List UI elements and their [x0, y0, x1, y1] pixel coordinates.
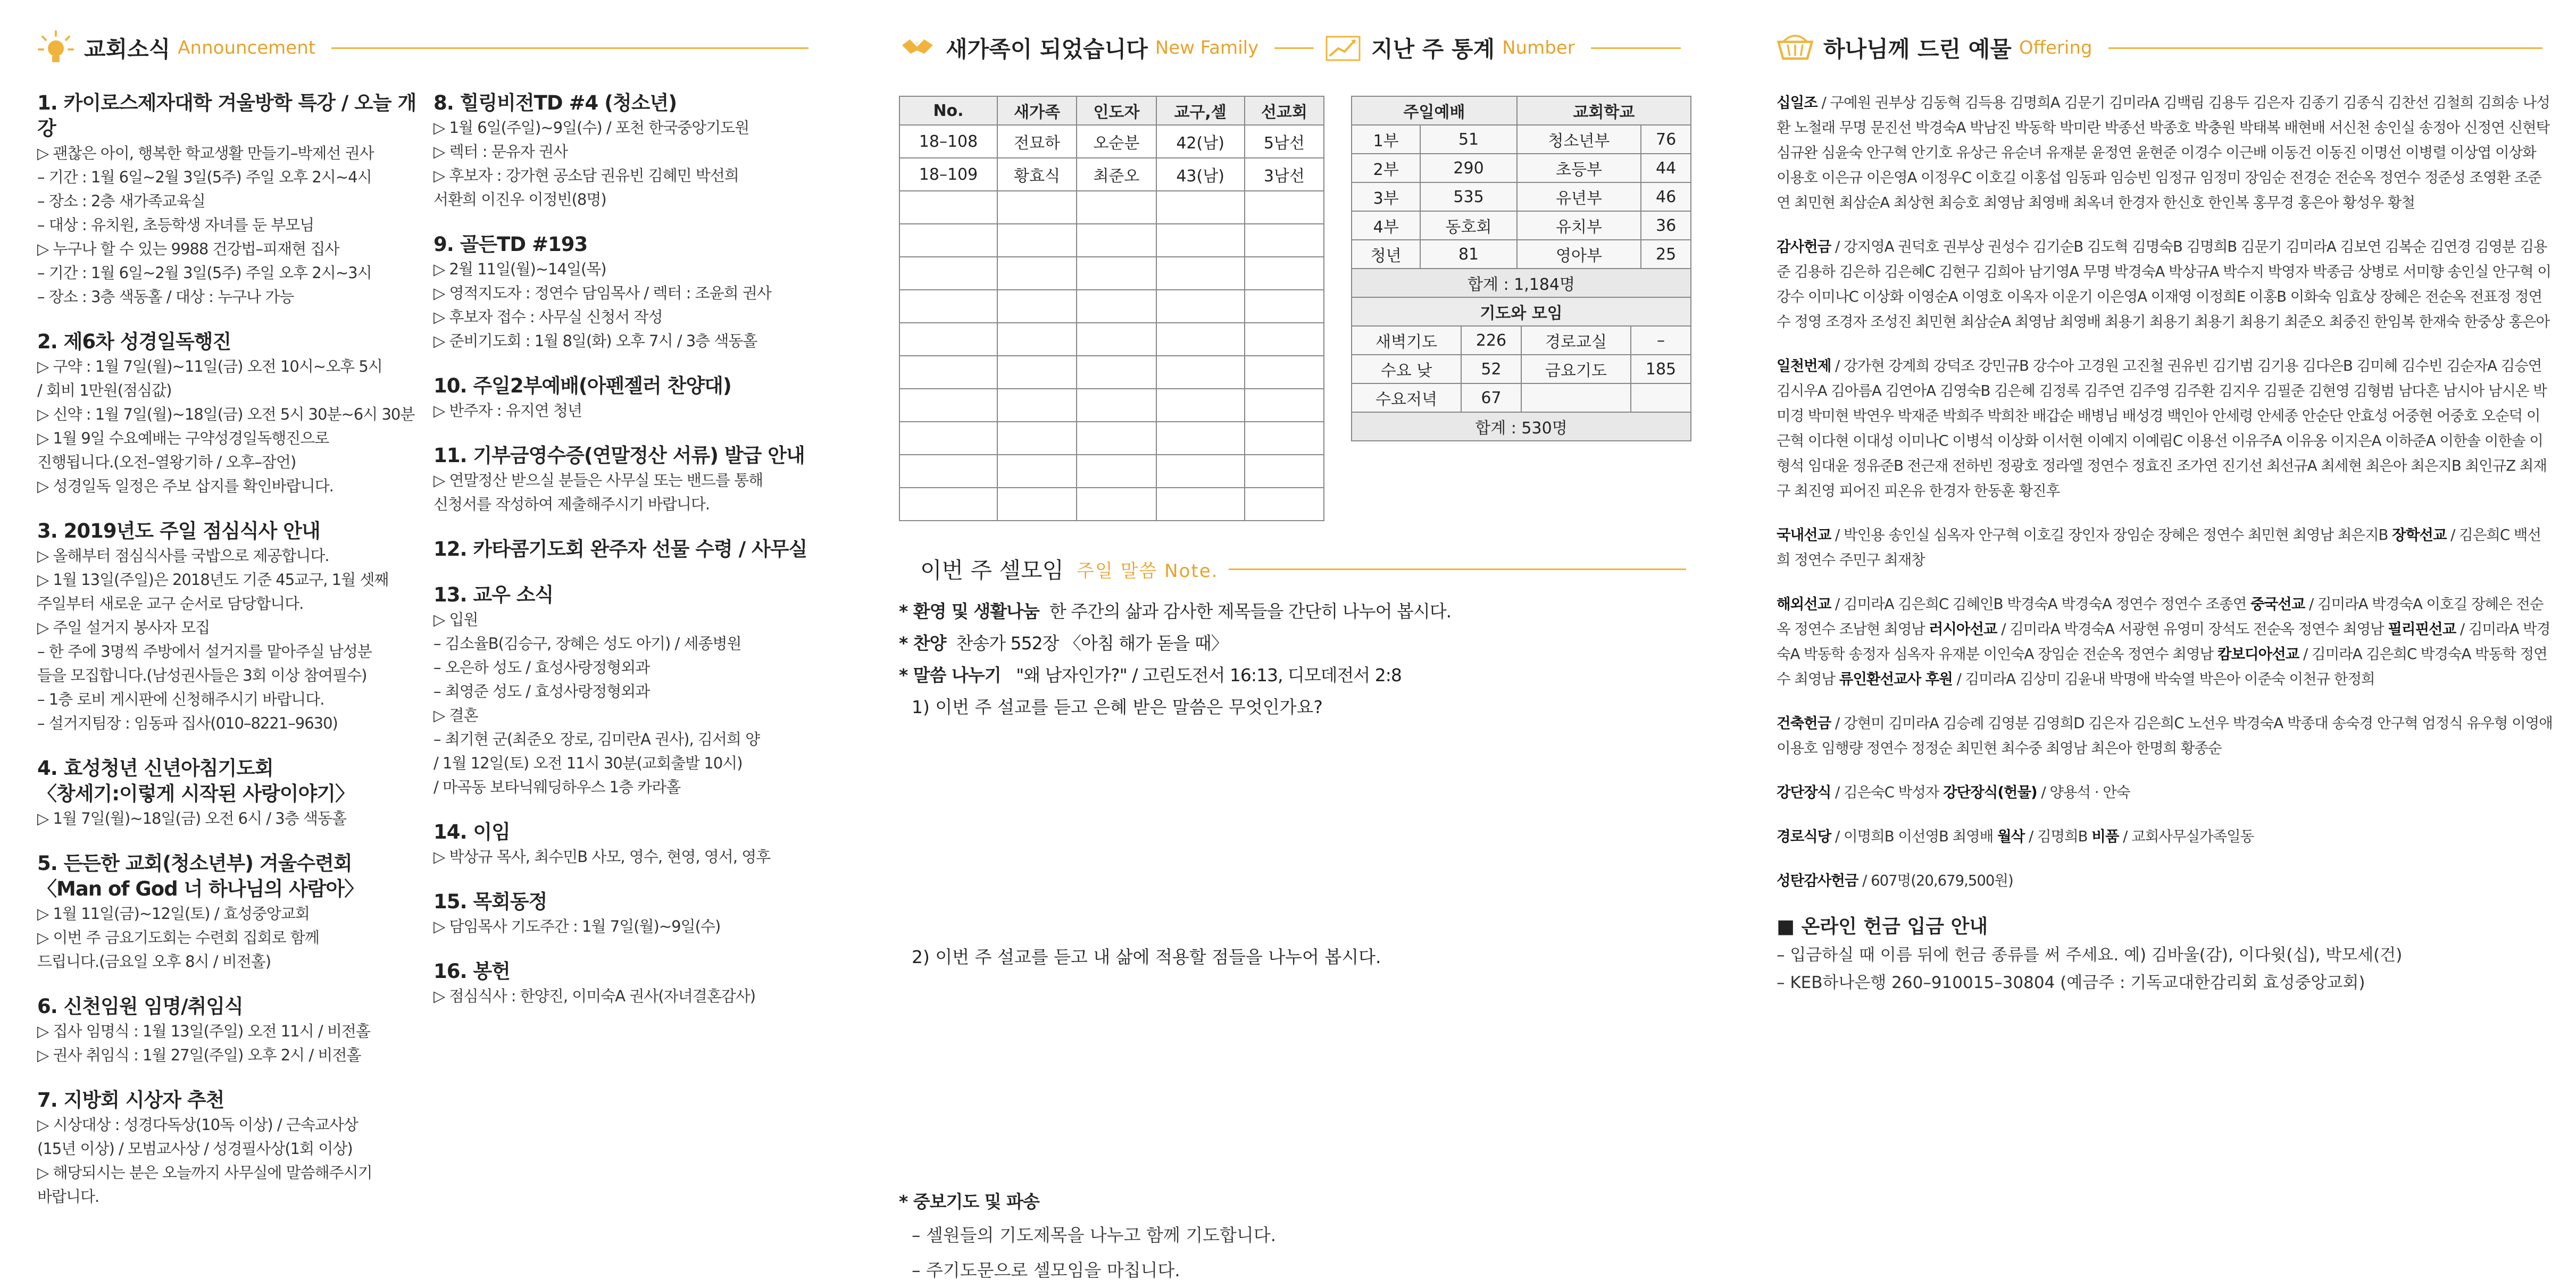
table-cell: 수요 낮 — [1352, 355, 1461, 383]
table-cell: 52 — [1461, 355, 1521, 383]
table-cell: 최준오 — [1077, 158, 1156, 191]
table-cell: 4부 — [1352, 211, 1420, 240]
announcement-item-line: ▷ 박상규 목사, 최수민B 사모, 영수, 현영, 영서, 영후 — [433, 848, 771, 866]
table-cell — [899, 389, 997, 422]
offering-names: / 박인용 송인실 심옥자 안구혁 이호길 장인자 장임순 장혜은 정연수 최민현 최영남 최은지B — [1831, 526, 2392, 543]
header-divider — [331, 47, 808, 49]
question-1: 1) 이번 주 설교를 듣고 은혜 받은 말씀은 무엇인가요? — [912, 697, 1323, 717]
announcement-item — [37, 90, 423, 309]
table-cell — [1156, 323, 1245, 356]
table-cell: 청소년부 — [1517, 125, 1641, 154]
table-cell: 226 — [1461, 326, 1521, 355]
announcement-item-title: 14. 이임 — [433, 821, 510, 843]
table-cell — [1631, 383, 1691, 412]
announcement-item-line: ▷ 권사 취임식 : 1월 27일(주일) 오후 2시 / 비전홀 — [37, 1046, 361, 1064]
table-cell — [899, 191, 997, 224]
table-cell — [1156, 224, 1245, 257]
announcement-item-line: ▷ 영적지도자 : 정연수 담임목사 / 렉터 : 조윤희 권사 — [433, 284, 771, 302]
announcement-item-line: ▷ 후보자 : 강가현 공소담 권유빈 김혜민 박선희 서환희 이진우 이정빈(8명) — [433, 166, 739, 208]
worship-total: 합계 : 1,184명 — [1352, 269, 1691, 297]
offering-category: 강단장식 — [1777, 784, 1831, 801]
offering-title-en: Offering — [2019, 37, 2093, 58]
table-cell: 81 — [1420, 240, 1516, 269]
middle-panel — [899, 21, 1707, 1281]
table-cell — [1245, 191, 1324, 224]
new-family-table — [899, 96, 1324, 521]
table-cell — [1077, 191, 1156, 224]
table-cell — [1245, 488, 1324, 521]
worship-header: 주일예배 — [1352, 96, 1517, 125]
offering-category: 일천번제 — [1777, 357, 1831, 374]
table-cell: 유년부 — [1517, 182, 1641, 211]
announcement-item-line: ▷ 1월 13일(주일)은 2018년도 기준 45교구, 1월 셋째 주일부터 새로운 교구 순서로 담당합니다. — [37, 571, 389, 613]
offering-names: / 김은숙C 박성자 — [1831, 784, 1944, 801]
table-cell: 44 — [1641, 154, 1691, 182]
table-cell — [997, 191, 1077, 224]
offering-names: / 양용석 · 안숙 — [2037, 784, 2130, 801]
table-cell: 2부 — [1352, 154, 1420, 182]
table-cell — [1077, 323, 1156, 356]
announcement-item-line: ▷ 렉터 : 문유자 권사 — [433, 143, 568, 161]
prayer-header: 기도와 모임 — [1352, 297, 1691, 326]
announcement-item — [37, 994, 423, 1067]
announcement-item-line: ▷ 점심식사 : 한양진, 이미숙A 권사(자녀결혼감사) — [433, 987, 756, 1005]
table-cell: 535 — [1420, 182, 1516, 211]
announcement-item-title: 16. 봉헌 — [433, 960, 510, 983]
offering-names: / 교회사무실가족일동 — [2119, 828, 2254, 845]
table-cell: 초등부 — [1517, 154, 1641, 182]
table-cell — [899, 422, 997, 455]
announcement-column-left — [37, 90, 423, 1229]
announcement-item-line: – 최영준 성도 / 효성사랑정형외과 — [433, 682, 650, 700]
table-row — [899, 422, 1324, 455]
offering-panel — [1777, 21, 2553, 1244]
announcement-item — [37, 851, 423, 974]
cell-meeting-note: 주일 말씀 Note. — [1077, 560, 1219, 582]
offering-category: 국내선교 — [1777, 526, 1831, 543]
table-cell: 42(남) — [1156, 125, 1245, 158]
trend-chart-icon — [1324, 29, 1362, 66]
new-family-title: 새가족이 되었습니다 — [946, 36, 1148, 62]
table-cell: 금요기도 — [1521, 355, 1631, 383]
table-cell: 오순분 — [1077, 125, 1156, 158]
announcement-item-line: ▷ 신약 : 1월 7일(월)~18일(금) 오전 5시 30분~6시 30분 — [37, 405, 415, 423]
table-cell — [1245, 323, 1324, 356]
table-row — [1352, 240, 1691, 269]
announcement-item-line: – 기간 : 1월 6일~2월 3일(5주) 주일 오후 2시~3시 — [37, 264, 372, 282]
table-row — [899, 389, 1324, 422]
table-cell — [1156, 191, 1245, 224]
table-cell — [1156, 257, 1245, 290]
announcement-item-line: ▷ 주일 설거지 봉사자 모집 — [37, 618, 210, 637]
offering-category: 강단장식(헌물) — [1943, 784, 2037, 801]
table-cell: 동호회 — [1420, 211, 1516, 240]
table-cell: 경로교실 — [1521, 326, 1631, 355]
table-cell — [1245, 224, 1324, 257]
table-cell: 3부 — [1352, 182, 1420, 211]
intercession-line-2: – 주기도문으로 셀모임을 마칩니다. — [912, 1260, 1180, 1281]
announcement-item — [433, 232, 819, 353]
offering-names: / 김미라A 박경숙A 박동학 송정자 심옥자 유재분 이인숙A 장임순 전순옥 정연수 최영남 — [1777, 621, 2550, 663]
announcement-item-line: ▷ 입원 — [433, 610, 478, 629]
announcement-item-line: ▷ 누구나 할 수 있는 9988 건강법–피재현 집사 — [37, 240, 339, 258]
stats-header — [1324, 21, 1691, 74]
announcement-item-line: – 기간 : 1월 6일~2월 3일(5주) 주일 오후 2시~4시 — [37, 168, 372, 186]
table-cell — [997, 323, 1077, 356]
new-family-header — [899, 21, 1324, 74]
announcement-item-line: – 장소 : 3층 색동홀 / 대상 : 누구나 가능 — [37, 288, 294, 306]
table-cell — [1245, 290, 1324, 323]
offering-item — [1777, 235, 2553, 334]
announcement-item-line: ▷ 1월 6일(주일)~9일(수) / 포천 한국중앙기도원 — [433, 119, 749, 137]
hymn-row: * 찬양 찬송가 552장 〈아침 해가 돋을 때〉 — [899, 633, 1228, 654]
table-row — [899, 455, 1324, 488]
handshake-icon — [899, 29, 936, 66]
announcement-item — [37, 329, 423, 498]
table-cell — [1077, 290, 1156, 323]
offering-names: / 김미라A 김은희C 박경숙A 박동학 정연수 최영남 — [1777, 646, 2547, 688]
table-cell: 18–108 — [899, 125, 997, 158]
announcement-item-line: – 오은하 성도 / 효성사랑정형외과 — [433, 658, 650, 676]
table-cell: 유치부 — [1517, 211, 1641, 240]
table-cell — [1156, 488, 1245, 521]
announcement-item-line: ▷ 이번 주 금요기도회는 수련회 집회로 함께 드립니다.(금요일 오후 8시 / 비전홀) — [37, 929, 319, 971]
offering-names: / 강가현 강계희 강덕조 강민규B 강수아 고경원 고진철 권유빈 김기범 김기용 김다은B 김미혜 김수빈 김순자A 김승연 김시우A 김아름A 김연아A 김영숙B 김은혜 김정록 김주연 김주영 김주환 김지우 김필준 김현영 김형범 남다흔 남시아 남시온 박미경 박미현 박연우 박재준 박희주 박희찬 배갑순 배병님 배성경 백인아 안세령 안세종 안순단 안효성 어중현 어중호 오순덕 이근혁 이다현 이대성 이미나C 이병석 이상화 이서현 이예지 이예림C 이용선 이유주A 이유옹 이지은A 이하준A 이한솔 이한솔 이형석 임대윤 정유준B 전근재 전하빈 정광호 정라엘 정연수 정효진 조가연 진기선 최선규A 최세현 최은아 최은지B 최인규Z 최재구 최진영 피어진 피온유 한경자 한동훈 황진후 — [1777, 357, 2547, 499]
announcement-item-title: 7. 지방회 시상자 추천 — [37, 1089, 224, 1111]
announcement-item — [433, 959, 819, 1008]
announcement-item-title: 10. 주일2부예배(아펜젤러 찬양대) — [433, 374, 731, 397]
offering-category: 장학선교 — [2392, 526, 2447, 543]
online-offering-line-2: – KEB하나은행 260–910015–30804 (예금주 : 기독교대한감리회 효성중앙교회) — [1777, 973, 2365, 992]
offering-names: / 김은희C 백선희 정연수 주민구 최재창 — [1777, 526, 2541, 568]
announcement-item — [433, 90, 819, 212]
announcement-item-line: ▷ 반주자 : 유지연 청년 — [433, 402, 582, 420]
offering-category: 비품 — [2091, 828, 2119, 845]
header-divider — [1274, 47, 1314, 49]
new-family-column-header: 새가족 — [997, 96, 1077, 125]
announcement-item-line: ▷ 1월 9일 수요예배는 구약성경일독행진으로 진행됩니다.(오전–열왕기하 / 오후–잠언) — [37, 429, 329, 471]
table-row — [1352, 125, 1691, 154]
offering-item — [1777, 711, 2553, 761]
offering-names: / 김미라A 김은희C 김혜인B 박경숙A 박경숙A 정연수 정연수 조종연 — [1831, 596, 2251, 613]
table-cell: 영아부 — [1517, 240, 1641, 269]
announcement-item-line: ▷ 후보자 접수 : 사무실 신청서 작성 — [433, 308, 663, 326]
announcement-item — [37, 518, 423, 735]
announcement-item-line: ▷ 담임목사 기도주간 : 1월 7일(월)~9일(수) — [433, 917, 721, 935]
offering-names: / 김미라A 박경숙A 이호길 장혜은 전순옥 정연수 조남현 최영남 — [1777, 596, 2544, 638]
announcement-item-title: 15. 목회동정 — [433, 890, 547, 913]
table-cell — [997, 224, 1077, 257]
table-cell: 5남선 — [1245, 125, 1324, 158]
announcement-item-line: ▷ 괜찮은 아이, 행복한 학교생활 만들기–박제선 권사 — [37, 144, 374, 162]
table-cell: 18–109 — [899, 158, 997, 191]
announcement-item — [37, 1088, 423, 1209]
announcement-item-line: ▷ 구약 : 1월 7일(월)~11일(금) 오전 10시~오후 5시 / 회비 1만원(점심값) — [37, 357, 382, 399]
table-cell — [1156, 422, 1245, 455]
offering-names: / 강지영A 권덕호 권부상 권성수 김기순B 김도혁 김명숙B 김명희B 김문기 김미라A 김보연 김복순 김연경 김영분 김용준 김용하 김은하 김은혜C 김현구 김희아 남기영A 무명 박경숙A 박상규A 박수지 박영자 박종금 상병로 서미향 송인실 안구혁 이강수 이미나C 이상화 이영순A 이영호 이옥자 이운기 이은영A 이재영 이정희E 이홍B 이화숙 임효상 장혜은 전순옥 전표정 정연수 정영 조경자 조성진 최민현 최삼순A 최영남 최영배 최용기 최용기 최용기 최용기 최준오 최중진 한임복 한재숙 한중상 홍은아 — [1777, 238, 2551, 330]
table-cell — [1077, 455, 1156, 488]
table-cell — [1077, 422, 1156, 455]
table-cell — [997, 488, 1077, 521]
offering-category: 십일조 — [1777, 94, 1818, 111]
stats-title-en: Number — [1502, 37, 1575, 58]
table-row — [1352, 154, 1691, 182]
offering-title: 하나님께 드린 예물 — [1823, 36, 2012, 62]
table-cell — [899, 290, 997, 323]
table-cell — [1156, 356, 1245, 389]
table-cell — [1245, 389, 1324, 422]
announcement-item-title: 12. 카타콤기도회 완주자 선물 수령 / 사무실 — [433, 538, 807, 561]
announcement-item — [433, 537, 819, 562]
prayer-stats-table — [1351, 297, 1691, 441]
announcement-item-line: ▷ 성경일독 일정은 주보 삽지를 확인바랍니다. — [37, 477, 334, 495]
announcement-title: 교회소식 — [84, 36, 171, 62]
table-cell — [1156, 290, 1245, 323]
offering-item — [1777, 780, 2553, 805]
stats-tables — [1351, 96, 1691, 521]
table-row — [899, 323, 1324, 356]
table-row — [899, 257, 1324, 290]
table-cell — [899, 455, 997, 488]
offering-category: 성탄감사헌금 — [1777, 872, 1858, 889]
offering-names: / 김명희B — [2024, 828, 2092, 845]
offering-names: / 김미라A 김상미 김윤내 박명애 박숙열 박은아 이준숙 이천규 한정희 — [1952, 671, 2375, 688]
announcement-item-line: – 장소 : 2층 새가족교육실 — [37, 192, 205, 210]
announcement-title-en: Announcement — [178, 37, 316, 58]
announcement-item-title: 6. 신천임원 임명/취임식 — [37, 995, 243, 1018]
table-row — [899, 125, 1324, 158]
table-cell: 새벽기도 — [1352, 326, 1461, 355]
intercession-row: * 중보기도 및 파송 — [899, 1191, 1039, 1212]
table-cell: 1부 — [1352, 125, 1420, 154]
online-offering-line-1: – 입금하실 때 이름 뒤에 헌금 종류를 써 주세요. 예) 김바울(감), 이다윗(십), 박모세(건) — [1777, 946, 2403, 965]
announcement-item-title: 9. 골든TD #193 — [433, 233, 588, 256]
table-row — [1352, 211, 1691, 240]
school-header: 교회학교 — [1517, 96, 1691, 125]
new-family-title-en: New Family — [1155, 37, 1259, 58]
table-cell — [1521, 383, 1631, 412]
table-row — [1352, 383, 1691, 412]
lightbulb-icon — [37, 29, 74, 66]
announcement-item-line: ▷ 해당되시는 분은 오늘까지 사무실에 말씀해주시기 바랍니다. — [37, 1164, 372, 1206]
announcement-item-line: – 김소율B(김승구, 장혜은 성도 아기) / 세종병원 — [433, 634, 741, 653]
table-cell — [1245, 422, 1324, 455]
header-divider — [1591, 47, 1681, 49]
announcement-item — [433, 582, 819, 799]
announcement-item — [37, 756, 423, 831]
table-cell — [899, 224, 997, 257]
offering-item — [1777, 523, 2553, 573]
table-cell: 185 — [1631, 355, 1691, 383]
table-cell: 청년 — [1352, 240, 1420, 269]
table-cell: 290 — [1420, 154, 1516, 182]
offering-item — [1777, 592, 2553, 692]
table-cell: – — [1631, 326, 1691, 355]
table-cell: 3남선 — [1245, 158, 1324, 191]
table-cell — [899, 257, 997, 290]
table-cell — [899, 356, 997, 389]
announcement-item-line: – 한 주에 3명씩 주방에서 설거지를 맡아주실 남성분 들을 모집합니다.(남성권사들은 3회 이상 참여필수) — [37, 642, 372, 684]
table-cell: 전묘하 — [997, 125, 1077, 158]
announcement-item-title: 4. 효성청년 신년아침기도회 〈창세기:이렇게 시작된 사랑이야기〉 — [37, 757, 354, 805]
table-cell — [1156, 455, 1245, 488]
table-cell — [1245, 455, 1324, 488]
new-family-column-header: 교구,셀 — [1156, 96, 1245, 125]
table-cell — [1077, 224, 1156, 257]
announcement-item-line: ▷ 연말정산 받으실 분들은 사무실 또는 밴드를 통해 신청서를 작성하여 제출해주시기 바랍니다. — [433, 471, 763, 513]
announcement-item-line: – 설거지팀장 : 임동파 집사(010–8221–9630) — [37, 714, 338, 732]
announcement-item-title: 5. 든든한 교회(청소년부) 겨울수련회 〈Man of God 너 하나님의 사람아〉 — [37, 852, 364, 900]
table-cell: 51 — [1420, 125, 1516, 154]
announcement-item-line: ▷ 시상대상 : 성경다독상(10독 이상) / 근속교사상 (15년 이상) / 모범교사상 / 성경필사상(1회 이상) — [37, 1116, 358, 1158]
offering-names: / 구예원 권부상 김동혁 김득용 김명희A 김문기 김미라A 김백림 김용두 김은자 김종기 김종식 김찬선 김철희 김희송 나성환 노철래 무명 문진선 박경숙A 박남진 박동학 박미란 박종선 박종호 박충원 박태복 배현배 서신천 송인실 송정아 신정연 신현탁 심규완 심윤숙 안구혁 안기호 유상근 유순녀 유재분 윤정연 윤현준 이경수 이근배 이동건 이동진 이명선 이병렬 이상엽 이상화 이용호 이은규 이은영A 이정우C 이호길 이홍섭 임동파 임승빈 임정규 임정미 장임순 전경순 전순옥 정연수 정준성 조영환 조준연 최민현 최삼순A 최상현 최승호 최영남 최영배 최옥녀 한경자 한신호 한인복 홍무경 홍은아 황성우 황철 — [1777, 94, 2550, 211]
offering-category: 캄보디아선교 — [2217, 646, 2299, 663]
table-cell: 43(남) — [1156, 158, 1245, 191]
table-row — [899, 191, 1324, 224]
welcome-row: * 환영 및 생활나눔 한 주간의 삶과 감사한 제목들을 간단히 나누어 봅시다. — [899, 601, 1452, 622]
announcement-panel — [37, 21, 819, 1244]
cell-meeting-title: 이번 주 셀모임 — [920, 557, 1064, 583]
table-row — [899, 224, 1324, 257]
table-cell — [1245, 257, 1324, 290]
question-2: 2) 이번 주 설교를 듣고 내 삶에 적용할 점들을 나누어 봅시다. — [912, 947, 1381, 967]
announcement-item-line: ▷ 1월 7일(월)~18일(금) 오전 6시 / 3층 색동홀 — [37, 809, 347, 827]
table-cell — [1077, 257, 1156, 290]
table-cell — [997, 290, 1077, 323]
table-cell: 76 — [1641, 125, 1691, 154]
announcement-header — [37, 21, 819, 74]
table-cell — [899, 488, 997, 521]
table-cell — [1077, 488, 1156, 521]
announcement-item-line: ▷ 준비기도회 : 1월 8일(화) 오후 7시 / 3층 색동홀 — [433, 332, 757, 350]
table-row — [1352, 182, 1691, 211]
table-cell — [997, 389, 1077, 422]
table-cell — [1077, 356, 1156, 389]
table-row — [899, 290, 1324, 323]
announcement-column-right — [433, 90, 819, 1229]
table-row — [1352, 355, 1691, 383]
offering-category: 필리핀선교 — [2388, 621, 2456, 638]
table-row — [899, 356, 1324, 389]
announcement-item-title: 3. 2019년도 주일 점심식사 안내 — [37, 520, 320, 542]
offering-category: 중국선교 — [2250, 596, 2305, 613]
header-divider — [1229, 568, 1686, 570]
table-cell — [997, 356, 1077, 389]
announcement-item — [433, 889, 819, 939]
header-divider — [2108, 47, 2543, 49]
offering-category: 류인환선교사 후원 — [1839, 671, 1953, 688]
intercession-line-1: – 셀원들의 기도제목을 나누고 함께 기도합니다. — [912, 1225, 1277, 1245]
offering-names: / 김미라A 박경숙A 서광현 유영미 장석도 전순옥 정연수 최영남 — [1997, 621, 2388, 638]
announcement-item — [433, 443, 819, 516]
announcement-item-title: 2. 제6차 성경일독행진 — [37, 330, 231, 353]
table-cell — [899, 323, 997, 356]
table-row — [1352, 326, 1691, 355]
offering-item — [1777, 354, 2553, 504]
table-cell — [1077, 389, 1156, 422]
online-offering-title: ■ 온라인 헌금 입금 안내 — [1777, 916, 1988, 938]
announcement-item-title: 11. 기부금영수증(연말정산 서류) 발급 안내 — [433, 444, 805, 467]
announcement-item-title: 1. 카이로스제자대학 겨울방학 특강 / 오늘 개강 — [37, 91, 416, 140]
table-row — [899, 488, 1324, 521]
announcement-item — [433, 373, 819, 423]
offering-category: 러시아선교 — [1929, 621, 1997, 638]
announcement-item-line: – 최기현 군(최준오 장로, 김미란A 권사), 김서희 양 / 1월 12일(토) 오전 11시 30분(교회출발 10시) / 마곡동 보타닉웨딩하우스 1층 카라홀 — [433, 730, 760, 796]
prayer-total: 합계 : 530명 — [1352, 412, 1691, 441]
table-cell: 수요저녁 — [1352, 383, 1461, 412]
announcement-item-title: 13. 교우 소식 — [433, 583, 554, 606]
offering-category: 경로식당 — [1777, 828, 1831, 845]
new-family-column-header: 선교회 — [1245, 96, 1324, 125]
table-cell — [1156, 389, 1245, 422]
announcement-item-line: ▷ 올해부터 점심식사를 국밥으로 제공합니다. — [37, 547, 329, 565]
worship-stats-table — [1351, 96, 1691, 298]
table-row — [899, 158, 1324, 191]
table-cell — [997, 455, 1077, 488]
offering-category: 해외선교 — [1777, 596, 1831, 613]
offering-category: 월삭 — [1997, 828, 2025, 845]
offering-category: 감사헌금 — [1777, 238, 1831, 255]
new-family-column-header: 인도자 — [1077, 96, 1156, 125]
table-cell: 36 — [1641, 211, 1691, 240]
offering-names: / 강현미 김미라A 김승례 김영분 김영희D 김은자 김은희C 노선우 박경숙A 박종대 송숙경 안구혁 엄정식 유우형 이영애 이용호 임행량 정연수 정정순 최민현 최수중 최영남 최은아 한명희 황종순 — [1777, 715, 2553, 757]
new-family-column-header: No. — [899, 96, 997, 125]
offering-list — [1777, 90, 2553, 893]
offering-item — [1777, 868, 2553, 893]
announcement-item-title: 8. 힐링비전TD #4 (청소년) — [433, 91, 677, 114]
offering-header — [1777, 21, 2553, 74]
table-cell: 25 — [1641, 240, 1691, 269]
table-cell: 67 — [1461, 383, 1521, 412]
table-cell: 46 — [1641, 182, 1691, 211]
announcement-item — [433, 819, 819, 869]
table-cell — [997, 422, 1077, 455]
offering-names: / 607명(20,679,500원) — [1858, 872, 2013, 889]
stats-title: 지난 주 통계 — [1371, 36, 1495, 62]
table-cell — [997, 257, 1077, 290]
announcement-item-line: ▷ 결혼 — [433, 706, 478, 724]
announcement-item-line: ▷ 집사 임명식 : 1월 13일(주일) 오전 11시 / 비전홀 — [37, 1022, 370, 1040]
offering-category: 건축헌금 — [1777, 715, 1831, 732]
word-row: * 말씀 나누기 "왜 남자인가?" / 고린도전서 16:13, 디모데전서 2:8 — [899, 665, 1402, 685]
cell-meeting-header — [899, 553, 1707, 585]
announcement-item-line: – 대상 : 유치원, 초등학생 자녀를 둔 부모님 — [37, 216, 314, 234]
announcement-item-line: ▷ 1월 11일(금)~12일(토) / 효성중앙교회 — [37, 905, 310, 923]
announcement-item-line: ▷ 2월 11일(월)~14일(목) — [433, 260, 606, 278]
offering-basket-icon — [1777, 29, 1814, 66]
offering-item — [1777, 90, 2553, 215]
offering-item — [1777, 824, 2553, 849]
offering-names: / 이명희B 이선영B 최영배 — [1831, 828, 1998, 845]
announcement-item-line: – 1층 로비 게시판에 신청해주시기 바랍니다. — [37, 690, 324, 708]
table-cell: 황효식 — [997, 158, 1077, 191]
table-cell — [1245, 356, 1324, 389]
